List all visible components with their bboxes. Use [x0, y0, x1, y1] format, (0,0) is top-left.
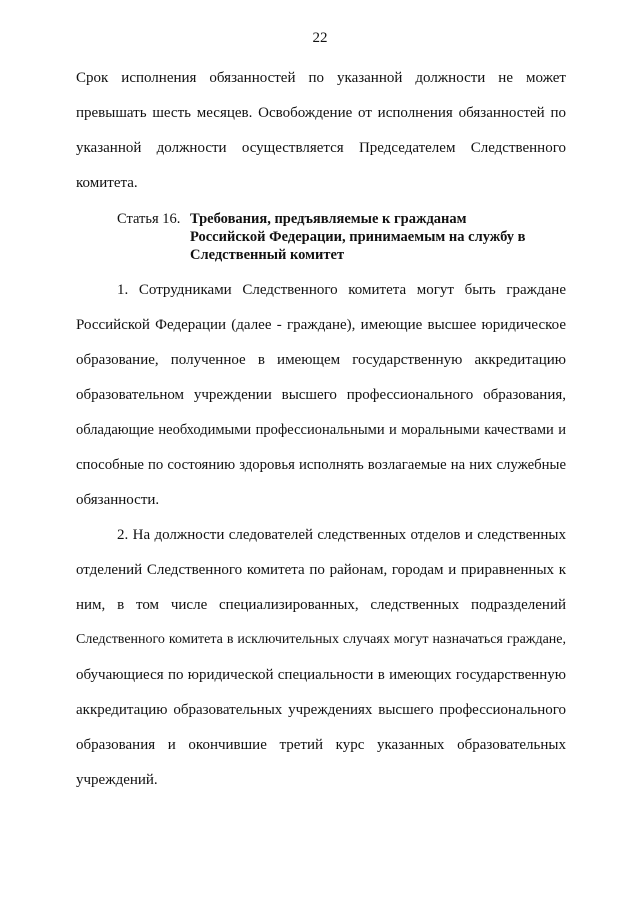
paragraph2-line: аккредитацию образовательных учреждениях высшего профессионального: [76, 702, 566, 718]
paragraph1-line: обязанности.: [76, 492, 160, 508]
page-number: 22: [312, 30, 328, 46]
article-number: Статья 16.: [117, 211, 181, 227]
paragraph2-line: отделений Следственного комитета по районам, городам и приравненных к: [76, 562, 566, 578]
intro-line: превышать шесть месяцев. Освобождение от исполнения обязанностей по: [76, 105, 566, 121]
intro-line: указанной должности осуществляется Председателем Следственного: [76, 140, 566, 156]
paragraph1-line: способные по состоянию здоровья исполнять возлагаемые на них служебные: [76, 457, 566, 473]
intro-line: Срок исполнения обязанностей по указанной должности не может: [76, 70, 566, 86]
paragraph1-line: образование, полученное в имеющем государственную аккредитацию: [76, 352, 566, 368]
article-title-line: Требования, предъявляемые к гражданам: [190, 211, 467, 227]
paragraph2-line: учреждений.: [76, 772, 158, 788]
paragraph1-line: образовательном учреждении высшего профессионального образования,: [76, 387, 566, 403]
article-title-line: Российской Федерации, принимаемым на службу в: [190, 229, 526, 245]
paragraph2-line: Следственного комитета в исключительных случаях могут назначаться граждане,: [76, 632, 566, 647]
intro-line: комитета.: [76, 175, 138, 191]
paragraph1-line: Российской Федерации (далее - граждане), имеющие высшее юридическое: [76, 317, 566, 333]
paragraph2-line: 2. На должности следователей следственных отделов и следственных: [117, 527, 566, 543]
paragraph1-line: 1. Сотрудниками Следственного комитета могут быть граждане: [117, 282, 566, 298]
paragraph2-line: обучающиеся по юридической специальности в имеющих государственную: [76, 667, 566, 683]
paragraph2-line: образования и окончившие третий курс указанных образовательных: [76, 737, 566, 753]
paragraph1-line: обладающие необходимыми профессиональными и моральными качествами и: [76, 422, 566, 438]
paragraph2-line: ним, в том числе специализированных, следственных подразделений: [76, 597, 566, 613]
article-title: [190, 210, 550, 264]
article-title-line: Следственный комитет: [190, 247, 345, 263]
